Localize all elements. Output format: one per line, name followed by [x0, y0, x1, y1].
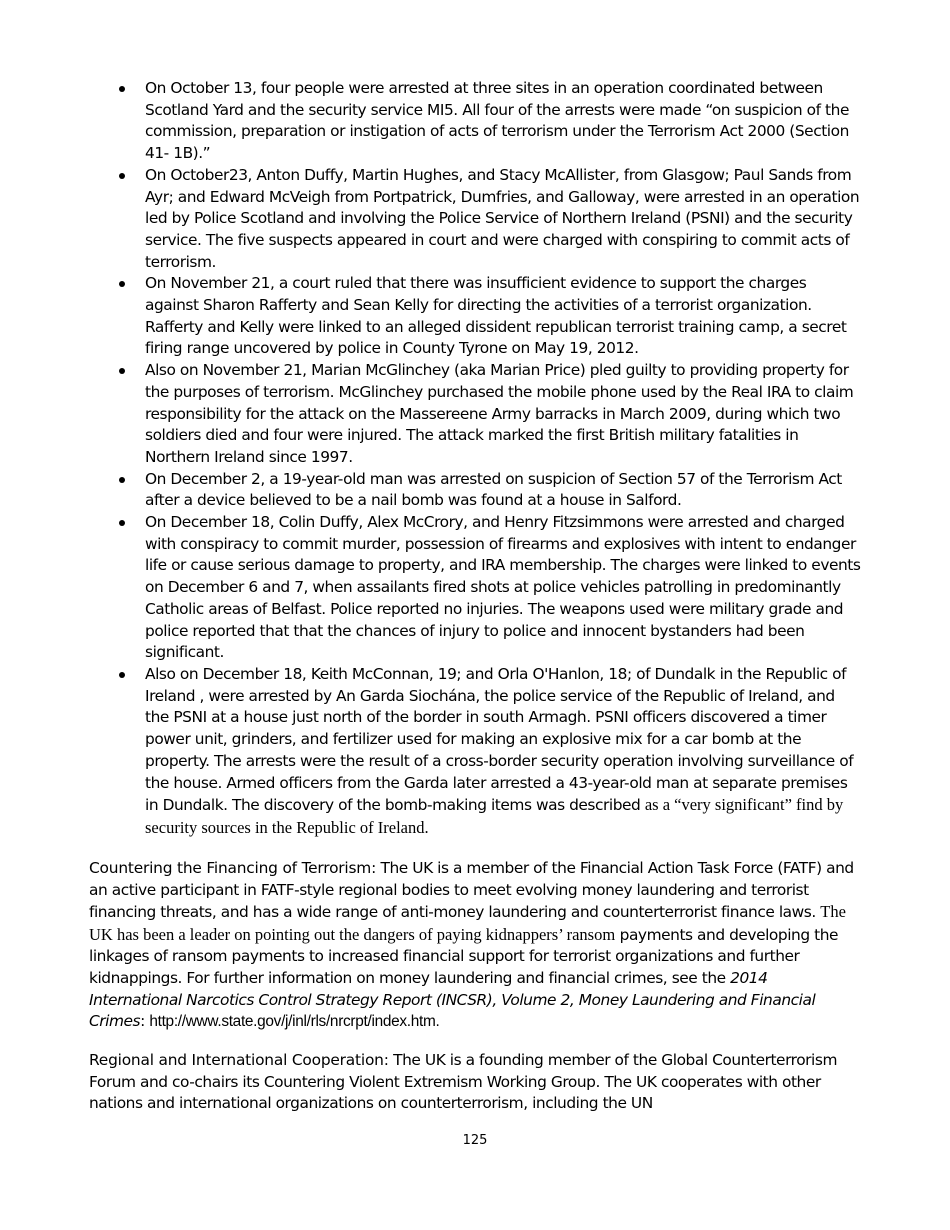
financing-text: The UK is a member of the Financial Action Task Force (FATF) and an active participant in FATF-style regional bodies to meet evolving money laundering and terrorist financing threats, and has a wide range of anti-money laundering and counterterrorist finance laws.	[89, 859, 854, 922]
bullet-item: Also on November 21, Marian McGlinchey (aka Marian Price) pled guilty to providing property for the purposes of terrorism. McGlinchey purchased the mobile phone used by the Real IRA to claim responsibility for the attack on the Massereene Army barracks in March 2009, during which two soldiers died and four were injured. The attack marked the first British military fatalities in Northern Ireland since 1997.	[145, 360, 863, 469]
bullet-item-text: Also on December 18, Keith McConnan, 19; and Orla O'Hanlon, 18; of Dundalk in the Republic of Ireland , were arrested by An Garda Siochána, the police service of the Republic of Ireland, and the PSNI at a house just north of the border in south Armagh. PSNI officers discovered a timer power unit, grinders, and fertilizer used for making an explosive mix for a car bomb at the property. The arrests were the result of a cross-border security operation involving surveillance of the house. Armed officers from the Garda later arrested a 43-year-old man at separate premises in Dundalk. The discovery of the bomb-making items was described	[145, 664, 854, 815]
financing-serif-text: The UK has been a leader on pointing out the dangers of paying kidnappers’ ransom	[89, 902, 846, 944]
financing-text-continued: payments and developing the linkages of ransom payments to increased financial support for terrorist organizations and further kidnappings. For further information on money laundering and financial crimes, see the	[89, 925, 839, 987]
page-number: 125	[462, 1133, 488, 1148]
financing-section	[89, 858, 864, 1033]
bullet-item: On October 13, four people were arrested at three sites in an operation coordinated between Scotland Yard and the security service MI5. All four of the arrests were made “on suspicion of the commission, preparation or instigation of acts of terrorism under the Terrorism Act 2000 (Section 41- 1B).”	[145, 78, 863, 165]
bullet-item	[145, 664, 863, 840]
incsr-report-title: 2014 International Narcotics Control Strategy Report (INCSR), Volume 2, Money Laundering and Financial Crimes	[89, 968, 816, 1031]
colon: :	[140, 1012, 145, 1031]
incsr-url-link[interactable]: http://www.state.gov/j/inl/rls/nrcrpt/index.htm.	[149, 1013, 440, 1031]
bullet-item: On October23, Anton Duffy, Martin Hughes, and Stacy McAllister, from Glasgow; Paul Sands from Ayr; and Edward McVeigh from Portpatrick, Dumfries, and Galloway, were arrested in an operation led by Police Scotland and involving the Police Service of Northern Ireland (PSNI) and the security service. The five suspects appeared in court and were charged with conspiring to commit acts of terrorism.	[145, 165, 863, 274]
arrests-bullet-list	[145, 78, 863, 840]
financing-heading: Countering the Financing of Terrorism:	[89, 859, 377, 877]
regional-text: The UK is a founding member of the Global Counterterrorism Forum and co-chairs its Countering Violent Extremism Working Group. The UK cooperates with other nations and international organizations on counterterrorism, including the UN	[89, 1051, 837, 1113]
regional-heading: Regional and International Cooperation:	[89, 1051, 389, 1069]
bullet-item: On December 2, a 19-year-old man was arrested on suspicion of Section 57 of the Terrorism Act after a device believed to be a nail bomb was found at a house in Salford.	[145, 469, 863, 512]
bullet-item: On November 21, a court ruled that there was insufficient evidence to support the charges against Sharon Rafferty and Sean Kelly for directing the activities of a terrorist organization. Rafferty and Kelly were linked to an alleged dissident republican terrorist training camp, a secret firing range uncovered by police in County Tyrone on May 19, 2012.	[145, 273, 863, 360]
regional-cooperation-section	[89, 1050, 864, 1115]
bullet-item: On December 18, Colin Duffy, Alex McCrory, and Henry Fitzsimmons were arrested and charged with conspiracy to commit murder, possession of firearms and explosives with intent to endanger life or cause serious damage to property, and IRA membership. The charges were linked to events on December 6 and 7, when assailants fired shots at police vehicles patrolling in predominantly Catholic areas of Belfast. Police reported no injuries. The weapons used were military grade and police reported that that the chances of injury to police and innocent bystanders had been significant.	[145, 512, 863, 664]
bullet-item-serif-text: as a “very significant” find by security sources in the Republic of Ireland.	[145, 795, 844, 837]
